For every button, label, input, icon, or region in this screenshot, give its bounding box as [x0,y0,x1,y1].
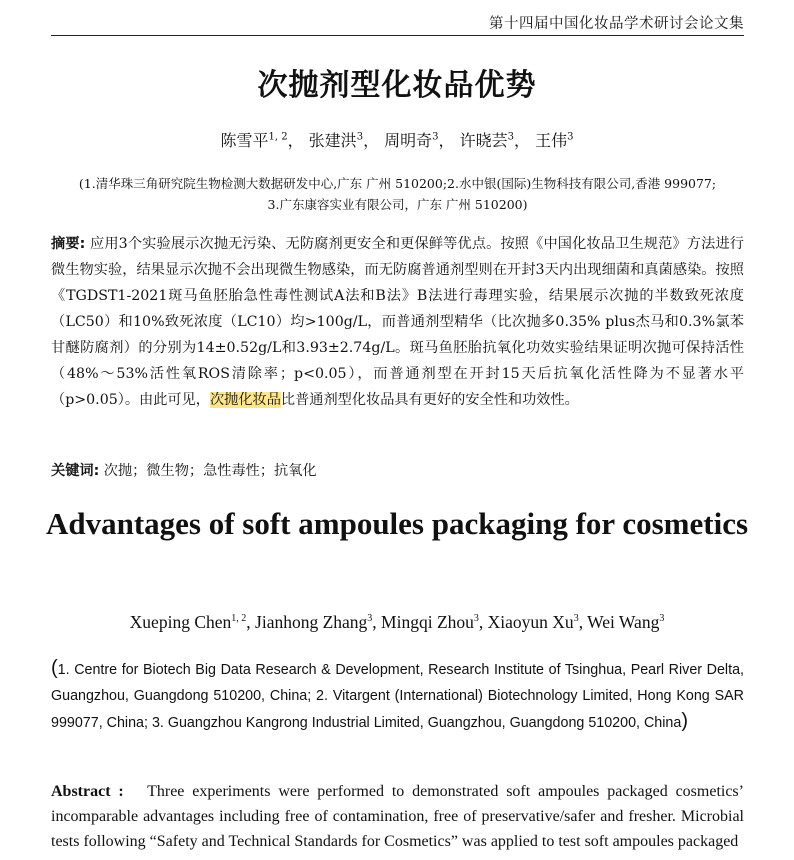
author-affil-mark: 3 [567,131,574,143]
highlighted-text: 次抛化妆品 [209,392,281,408]
author-name: 许晓芸 [459,131,508,150]
author-name: 周明奇 [384,131,433,150]
abstract-cn [51,231,744,413]
abstract-text-cn-end: 比普通剂型化妆品具有更好的安全性和功效性。 [280,392,579,408]
affiliation-text-en: 1. Centre for Biotech Big Data Research & Development, Research Institute of Tsinghua, Pearl River Delta, Guangzhou, Guangdong 510200, China; 2. Vitargent (International) Biotechnology Limited, Hong Kong SAR 999077, China; 3. Guangzhou Kangrong Industrial Limited, Guangzhou, Guangdong 510200, China [51,662,744,731]
author-affil-mark: 1, 2 [231,613,247,625]
abstract-label-en: Abstract : [51,783,124,800]
affiliations-cn [51,173,744,215]
keywords-text-cn: 次抛；微生物；急性毒性；抗氧化 [103,463,317,479]
keywords-label-cn: 关键词: [51,463,100,479]
running-title: 第十四届中国化妆品学术研讨会论文集 [489,16,744,32]
author-name: 王伟 [535,131,568,150]
author-list-en: Xueping Chen$^{1, 2}$, Jianhong Zhang$^3$, Mingqi Zhou$^3$, Xiaoyun Xu$^3$, Wei Wang$^3$ [129,612,665,632]
affiliations-en [51,656,744,737]
affiliation-line: (1.清华珠三角研究院生物检测大数据研发中心,广东 广州 510200;2.水中银(国际)生物科技有限公司,香港 999077; [78,176,717,191]
abstract-text-en: Three experiments were performed to demonstrated soft ampoules packaged cosmetics’ incomparable advantages including free of contamination, free of preservative/safer and fresher. Microbial tests following “Safety and Technical Standards for Cosmetics” was applied to test soft ampoules packaged [51,783,744,850]
author-name: Wei Wang [587,612,660,632]
abstract-en [51,779,744,854]
author-affil-mark: 3 [367,613,373,625]
paper-title-en: Advantages of soft ampoules packaging for cosmetics [45,506,749,541]
affiliation-line: 3.广东康容实业有限公司，广东 广州 510200) [267,197,528,212]
author-name: Jianhong Zhang [255,612,368,632]
author-affil-mark: 3 [507,131,515,143]
abstract-label-cn: 摘要: [51,236,86,252]
author-name: 张建洪 [308,131,357,150]
author-name: Mingqi Zhou [381,612,474,632]
abstract-text-cn: 应用3个实验展示次抛无污染、无防腐剂更安全和更保鲜等优点。按照《中国化妆品卫生规范》方法进行微生物实验，结果显示次抛不会出现微生物感染，而无防腐普通剂型则在开封3天内出现细菌和真菌感染。按照《TGDST1-2021斑马鱼胚胎急性毒性测试A法和B法》B法进行毒理实验，结果展示次抛的半数致死浓度（LC50）和10%致死浓度（LC10）均>100g/L，而普通剂型精华（比次抛多0.35% plus杰马和0.3%氯苯甘醚防腐剂）的分别为14±0.52g/L和3.93±2.74g/L。斑马鱼胚胎抗氧化功效实验结果证明次抛可保持活性（48%～53%活性氧ROS清除率；p<0.05），而普通剂型在开封15天后抗氧化活性降为不显著水平（p>0.05）。由此可见， [51,236,744,408]
author-name: 陈雪平 [220,131,269,150]
author-list-cn: 陈雪平$^{1, 2}$， 张建洪$^3$， 周明奇$^3$， 许晓芸$^3$， 王伟$^3$ [220,131,574,150]
author-affil-mark: 3 [432,131,439,143]
author-affil-mark: 3 [356,131,364,143]
close-paren: ) [681,710,688,732]
keywords-cn [51,460,744,480]
author-affil-mark: 3 [473,613,479,625]
author-affil-mark: 3 [659,613,665,625]
author-name: Xiaoyun Xu [487,612,574,632]
author-name: Xueping Chen [129,612,232,632]
running-header [51,12,744,36]
author-affil-mark: 1, 2 [268,131,288,143]
open-paren: ( [51,657,58,679]
author-affil-mark: 3 [573,613,579,625]
paper-title-cn: 次抛剂型化妆品优势 [257,68,537,103]
